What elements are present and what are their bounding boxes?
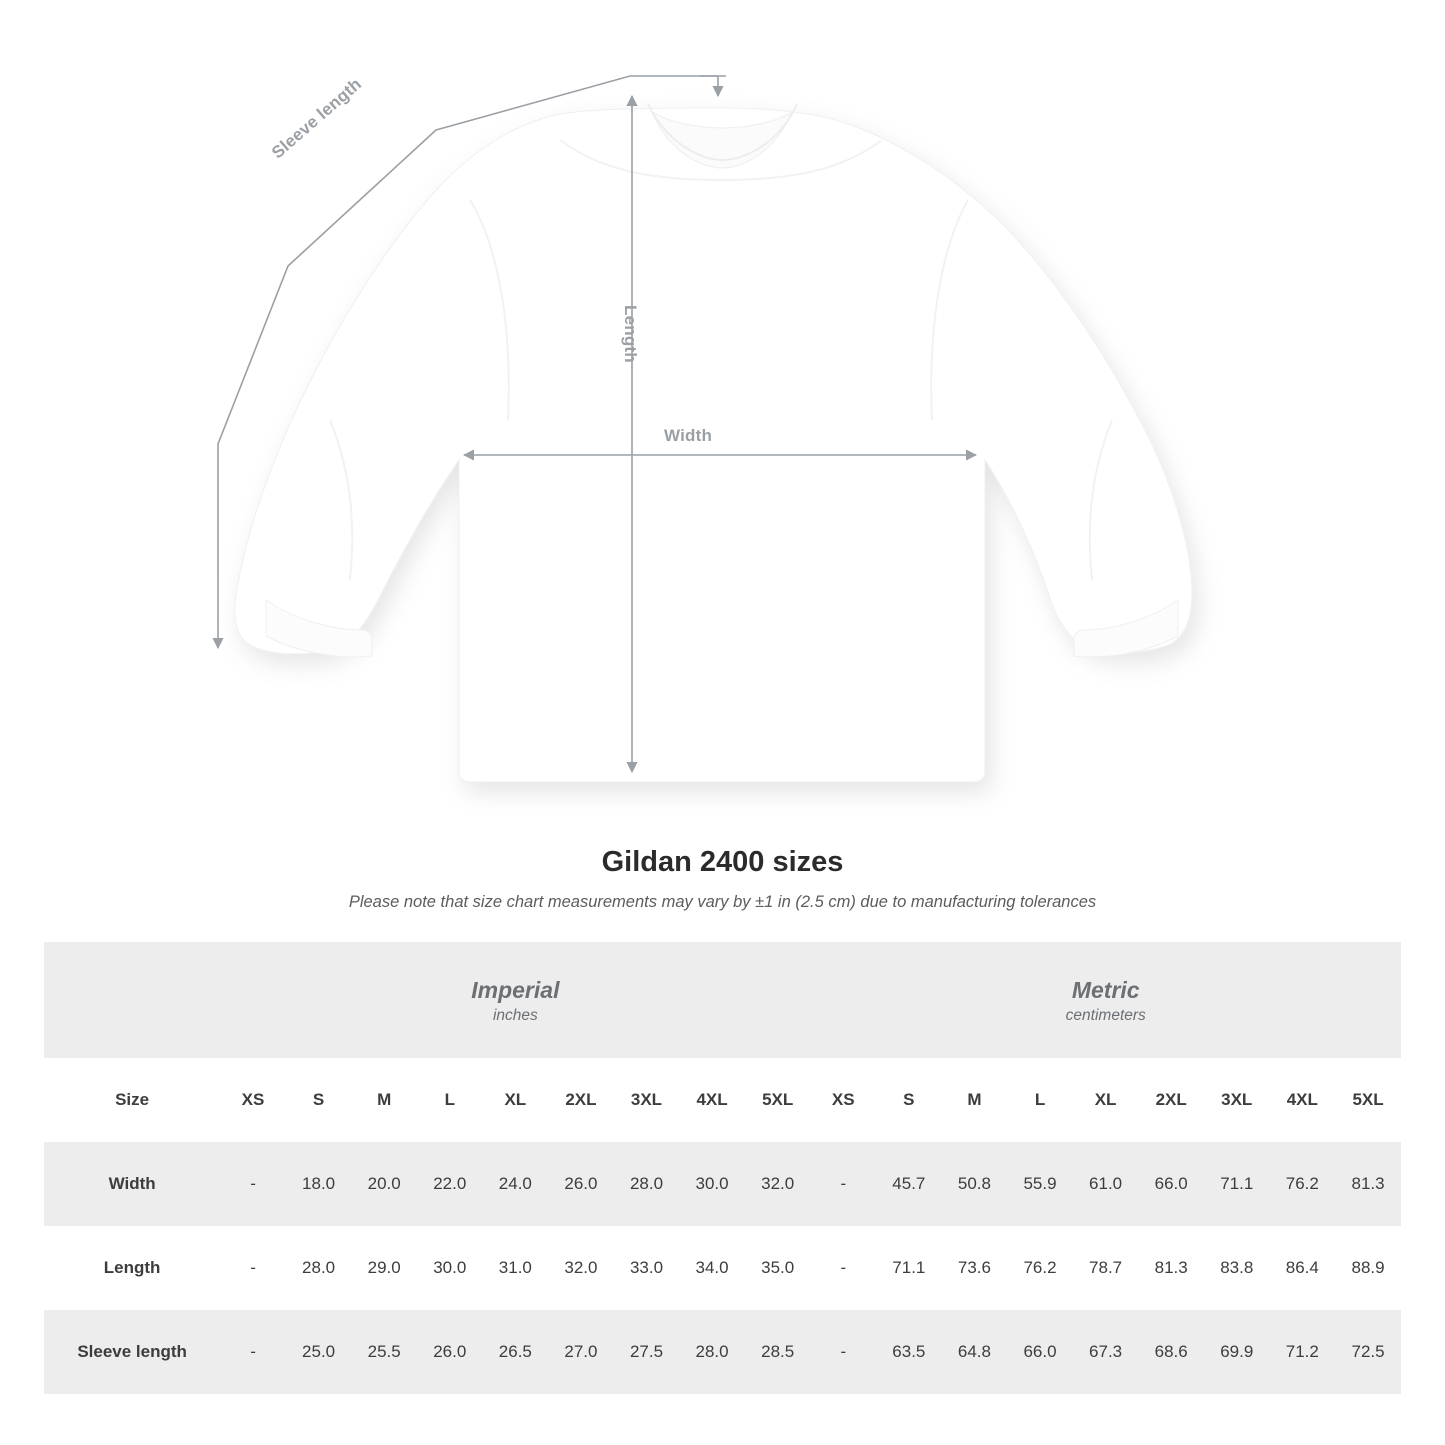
table-cell: 68.6 bbox=[1138, 1310, 1204, 1394]
table-cell: 27.0 bbox=[548, 1310, 614, 1394]
shirt-body-shape bbox=[235, 108, 1192, 782]
size-column-header: 5XL bbox=[1335, 1058, 1401, 1142]
row-label-length: Length bbox=[44, 1226, 220, 1310]
table-cell: 20.0 bbox=[351, 1142, 417, 1226]
size-column-header: XS bbox=[220, 1058, 286, 1142]
unit-row-spacer bbox=[44, 942, 220, 1058]
table-cell: 81.3 bbox=[1335, 1142, 1401, 1226]
size-column-header: L bbox=[417, 1058, 483, 1142]
table-cell: 71.2 bbox=[1270, 1310, 1336, 1394]
unit-group-name: Imperial bbox=[471, 977, 560, 1004]
size-column-header: XL bbox=[483, 1058, 549, 1142]
size-column-header: M bbox=[942, 1058, 1008, 1142]
size-column-header: S bbox=[286, 1058, 352, 1142]
table-cell: 26.0 bbox=[548, 1142, 614, 1226]
table-cell: 28.0 bbox=[679, 1310, 745, 1394]
table-row bbox=[44, 1142, 1401, 1226]
table-cell: 35.0 bbox=[745, 1226, 811, 1310]
table-cell: 73.6 bbox=[942, 1226, 1008, 1310]
table-cell: - bbox=[220, 1310, 286, 1394]
table-cell: 81.3 bbox=[1138, 1226, 1204, 1310]
size-column-header: 2XL bbox=[1138, 1058, 1204, 1142]
table-row bbox=[44, 1310, 1401, 1394]
size-column-header: 4XL bbox=[679, 1058, 745, 1142]
table-cell: 25.5 bbox=[351, 1310, 417, 1394]
table-cell: - bbox=[220, 1226, 286, 1310]
table-row bbox=[44, 1226, 1401, 1310]
table-cell: 33.0 bbox=[614, 1226, 680, 1310]
table-cell: 25.0 bbox=[286, 1310, 352, 1394]
table-cell: 31.0 bbox=[483, 1226, 549, 1310]
table-cell: 24.0 bbox=[483, 1142, 549, 1226]
unit-group-name: Metric bbox=[1071, 977, 1140, 1004]
table-cell: 45.7 bbox=[876, 1142, 942, 1226]
tolerance-note: Please note that size chart measurements may vary by ±1 in (2.5 cm) due to manufacturing tolerances bbox=[348, 893, 1097, 911]
table-cell: 63.5 bbox=[876, 1310, 942, 1394]
table-cell: 27.5 bbox=[614, 1310, 680, 1394]
table-cell: 67.3 bbox=[1073, 1310, 1139, 1394]
size-chart-table bbox=[44, 942, 1401, 1394]
table-cell: 71.1 bbox=[1204, 1142, 1270, 1226]
table-cell: 78.7 bbox=[1073, 1226, 1139, 1310]
table-cell: 50.8 bbox=[942, 1142, 1008, 1226]
table-cell: 26.0 bbox=[417, 1310, 483, 1394]
length-label: Length bbox=[621, 305, 640, 363]
unit-group-header-imperial bbox=[220, 942, 810, 1058]
table-cell: 18.0 bbox=[286, 1142, 352, 1226]
table-cell: 88.9 bbox=[1335, 1226, 1401, 1310]
row-label-sleeve-length: Sleeve length bbox=[44, 1310, 220, 1394]
table-cell: 61.0 bbox=[1073, 1142, 1139, 1226]
table-cell: - bbox=[220, 1142, 286, 1226]
size-column-header: 4XL bbox=[1270, 1058, 1336, 1142]
table-cell: 66.0 bbox=[1007, 1310, 1073, 1394]
table-cell: 30.0 bbox=[679, 1142, 745, 1226]
table-cell: 76.2 bbox=[1270, 1142, 1336, 1226]
size-column-header: 5XL bbox=[745, 1058, 811, 1142]
size-column-header: L bbox=[1007, 1058, 1073, 1142]
size-header-row bbox=[44, 1058, 1401, 1142]
table-cell: 55.9 bbox=[1007, 1142, 1073, 1226]
table-cell: 32.0 bbox=[745, 1142, 811, 1226]
table-cell: 86.4 bbox=[1270, 1226, 1336, 1310]
table-cell: 64.8 bbox=[942, 1310, 1008, 1394]
table-cell: 34.0 bbox=[679, 1226, 745, 1310]
table-cell: 28.0 bbox=[286, 1226, 352, 1310]
table-cell: 76.2 bbox=[1007, 1226, 1073, 1310]
table-cell: - bbox=[810, 1310, 876, 1394]
title-block bbox=[0, 846, 1445, 912]
unit-group-header-metric bbox=[810, 942, 1401, 1058]
page-title: Gildan 2400 sizes bbox=[601, 846, 844, 878]
table-cell: 30.0 bbox=[417, 1226, 483, 1310]
size-column-header: S bbox=[876, 1058, 942, 1142]
table-cell: 69.9 bbox=[1204, 1310, 1270, 1394]
table-cell: 22.0 bbox=[417, 1142, 483, 1226]
table-cell: 72.5 bbox=[1335, 1310, 1401, 1394]
size-column-header: 2XL bbox=[548, 1058, 614, 1142]
table-cell: 66.0 bbox=[1138, 1142, 1204, 1226]
table-cell: 29.0 bbox=[351, 1226, 417, 1310]
size-column-header: XS bbox=[810, 1058, 876, 1142]
row-label-width: Width bbox=[44, 1142, 220, 1226]
unit-group-subtitle: inches bbox=[492, 1006, 538, 1024]
table-cell: 28.5 bbox=[745, 1310, 811, 1394]
size-column-header: XL bbox=[1073, 1058, 1139, 1142]
unit-header-row bbox=[44, 942, 1401, 1058]
size-chart-table-wrapper bbox=[44, 942, 1401, 1394]
table-cell: 71.1 bbox=[876, 1226, 942, 1310]
table-cell: 26.5 bbox=[483, 1310, 549, 1394]
table-cell: - bbox=[810, 1142, 876, 1226]
size-column-header: 3XL bbox=[614, 1058, 680, 1142]
size-column-header: M bbox=[351, 1058, 417, 1142]
table-cell: 28.0 bbox=[614, 1142, 680, 1226]
size-column-header: 3XL bbox=[1204, 1058, 1270, 1142]
size-header-label: Size bbox=[44, 1058, 220, 1142]
table-cell: 83.8 bbox=[1204, 1226, 1270, 1310]
table-cell: - bbox=[810, 1226, 876, 1310]
sleeve-length-label: Sleeve length bbox=[268, 74, 366, 163]
table-cell: 32.0 bbox=[548, 1226, 614, 1310]
width-label: Width bbox=[664, 426, 713, 445]
unit-group-subtitle: centimeters bbox=[1065, 1006, 1146, 1024]
